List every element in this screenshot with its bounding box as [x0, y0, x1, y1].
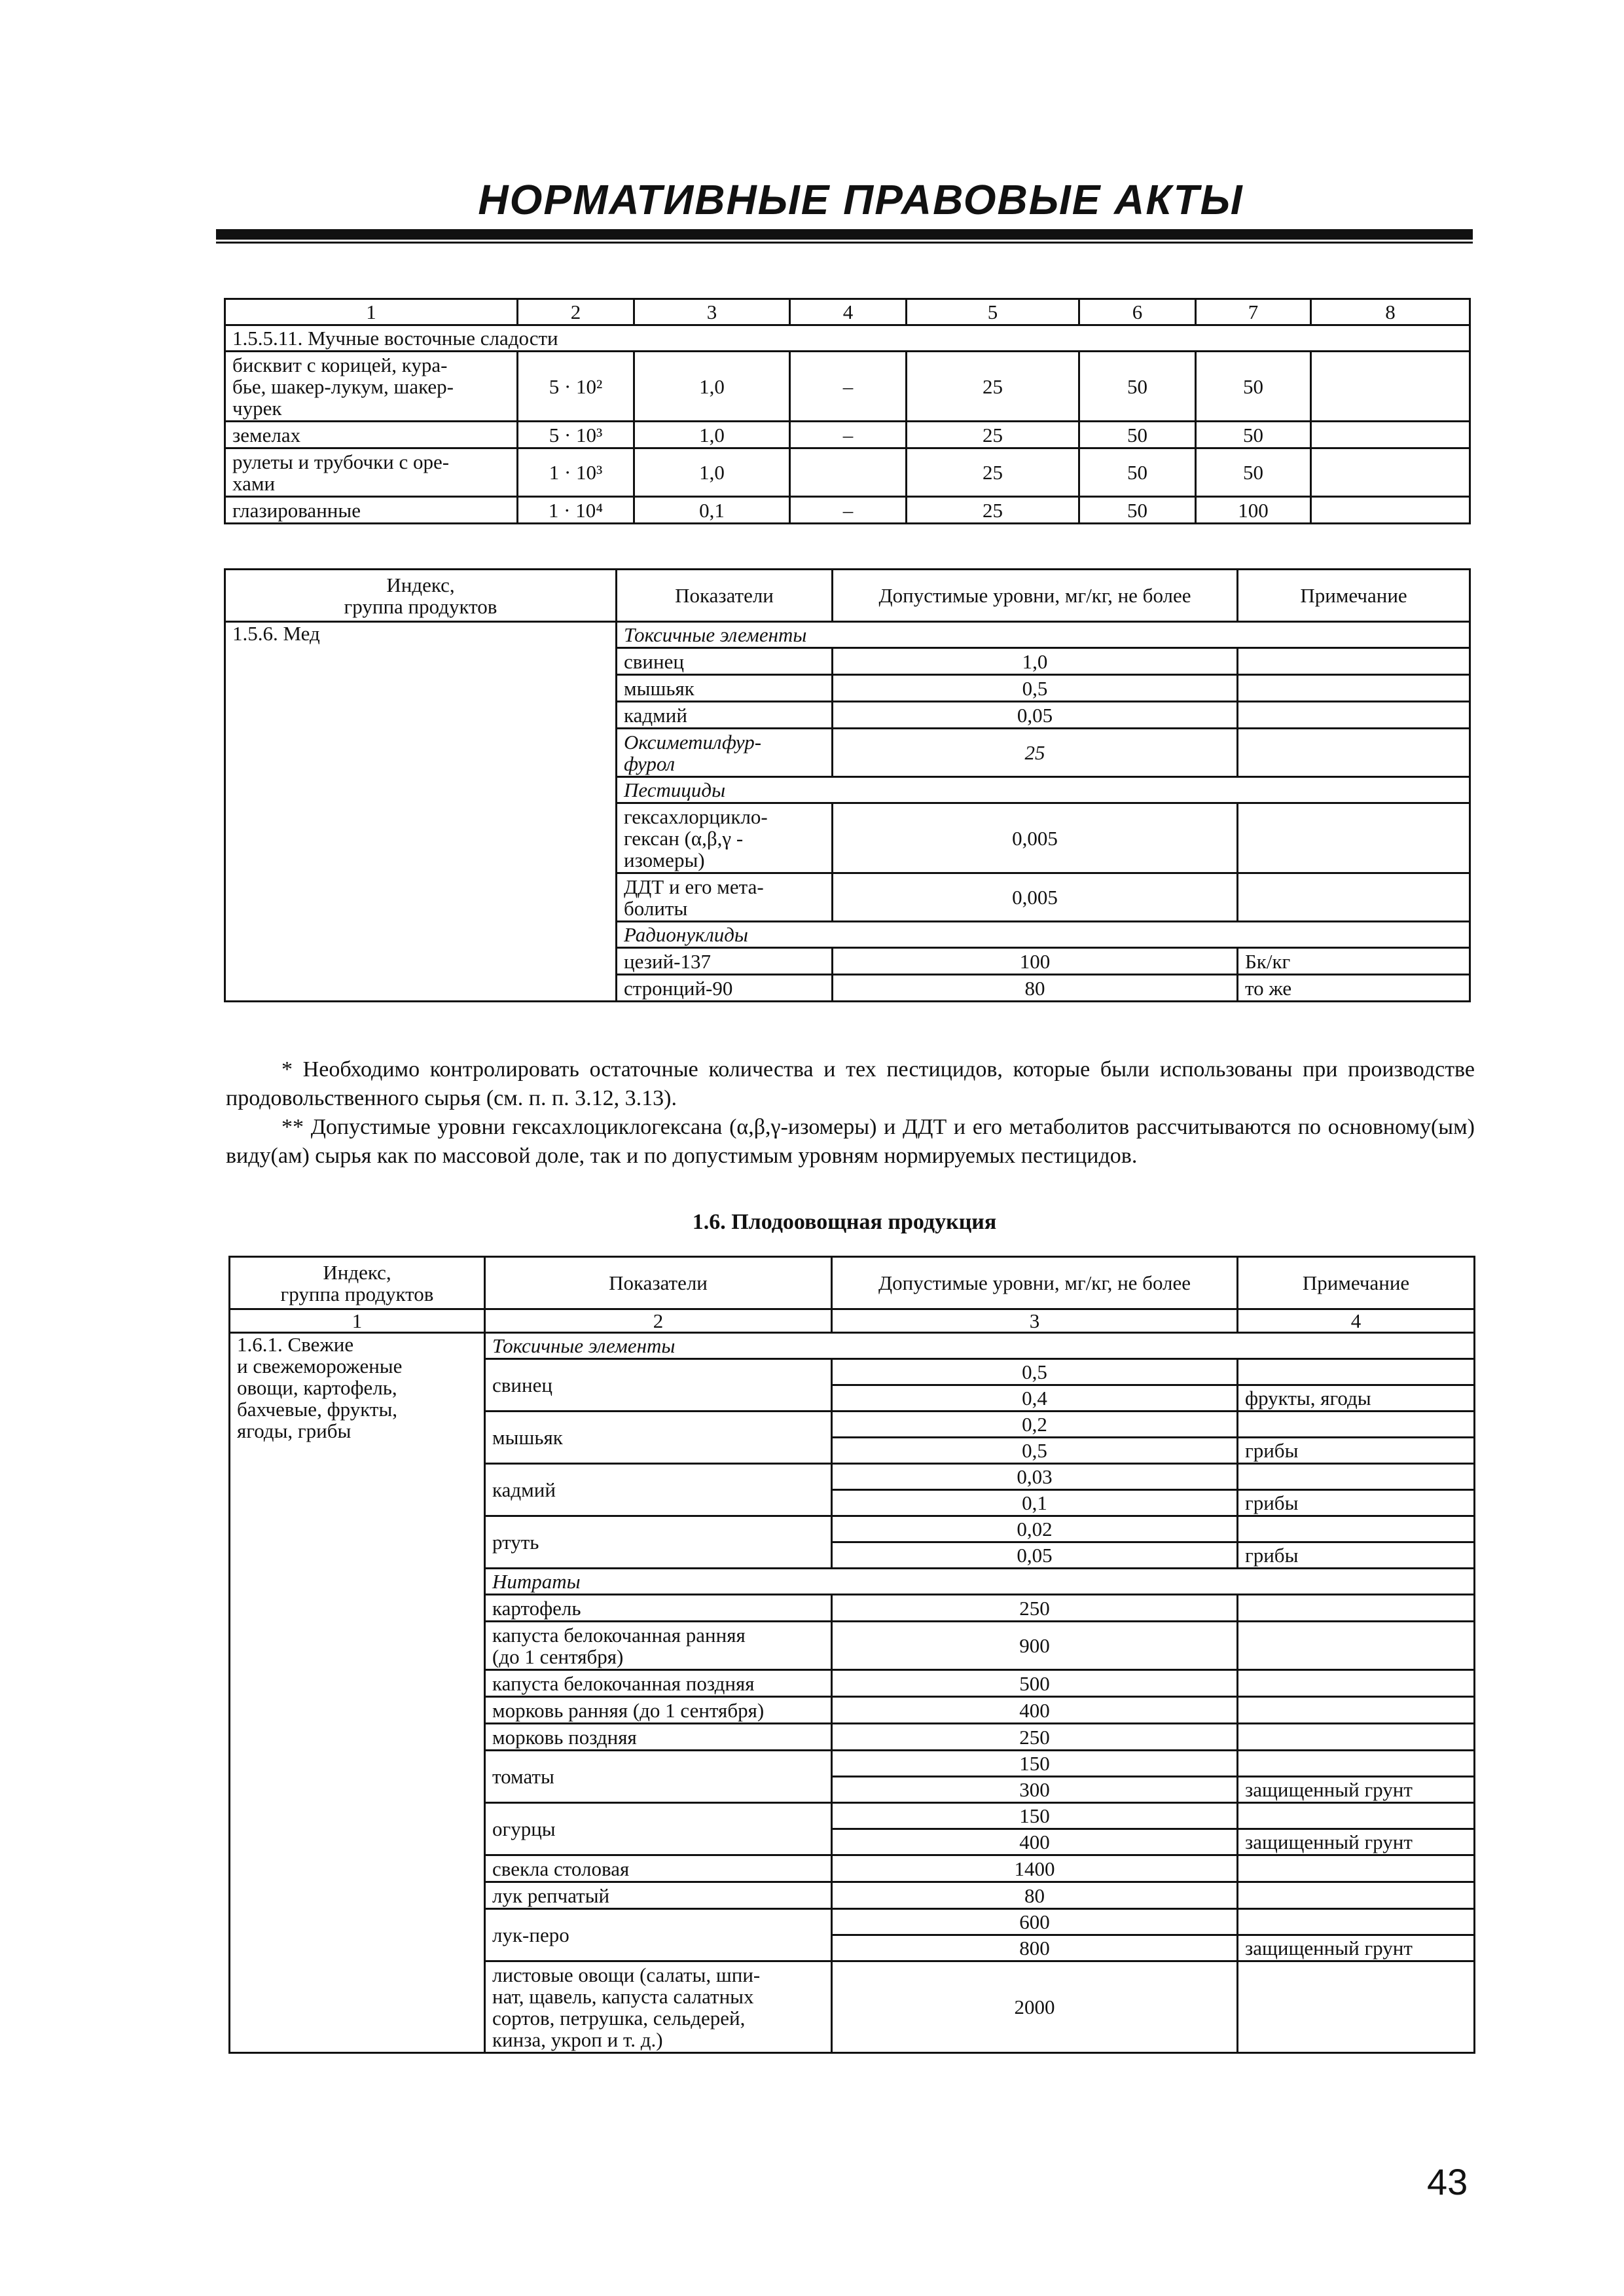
footnote-hch-ddt: ** Допустимые уровни гексахлоциклогексана (α,β,γ-изомеры) и ДДТ и его метаболитов рассчитываются по основному(ым) виду(ам) сырья как по массовой доле, так и по допустимым уровням нормируемых пестицидов.: [226, 1115, 1475, 1168]
column-number: 4: [790, 299, 907, 325]
value-cell: 25: [907, 422, 1079, 448]
limit-value: 1400: [832, 1855, 1238, 1882]
value-cell: –: [790, 352, 907, 422]
limit-value: 250: [832, 1595, 1238, 1622]
indicator-name: свинец: [485, 1359, 832, 1412]
value-cell: 1 · 10⁴: [518, 497, 634, 524]
value-cell: 50: [1079, 422, 1196, 448]
note-cell: Бк/кг: [1238, 948, 1470, 975]
column-number: 4: [1238, 1309, 1475, 1333]
column-number: 8: [1311, 299, 1470, 325]
limit-value: 80: [833, 975, 1238, 1002]
column-number: 5: [907, 299, 1079, 325]
limit-value: 0,05: [833, 702, 1238, 729]
value-cell: [1311, 497, 1470, 524]
column-number: 6: [1079, 299, 1196, 325]
limit-value: 600: [832, 1909, 1238, 1935]
group-title: Нитраты: [485, 1569, 1475, 1595]
product-name: рулеты и трубочки с оре- хами: [225, 448, 518, 497]
group-title: Радионуклиды: [617, 922, 1470, 948]
note-cell: [1238, 873, 1470, 922]
note-cell: [1238, 702, 1470, 729]
indicator-name: свинец: [617, 648, 833, 675]
note-cell: [1238, 1595, 1475, 1622]
indicator-name: лук-перо: [485, 1909, 832, 1961]
header-rule-thin: [216, 242, 1473, 244]
column-number: 3: [634, 299, 790, 325]
column-header: Примечание: [1238, 570, 1470, 622]
table-row: [225, 497, 1470, 524]
table-header-row: [225, 299, 1470, 325]
value-cell: [1311, 422, 1470, 448]
value-cell: 1,0: [634, 352, 790, 422]
group-title: Токсичные элементы: [485, 1333, 1475, 1359]
value-cell: [1311, 352, 1470, 422]
limit-value: 800: [832, 1935, 1238, 1961]
note-cell: защищенный грунт: [1238, 1935, 1475, 1961]
table-section-row: [225, 325, 1470, 352]
note-cell: [1238, 1359, 1475, 1385]
table-header-row: [225, 570, 1470, 622]
limit-value: 500: [832, 1670, 1238, 1697]
note-cell: [1238, 648, 1470, 675]
column-number-row: [230, 1309, 1475, 1333]
indicator-name: огурцы: [485, 1803, 832, 1855]
note-cell: защищенный грунт: [1238, 1777, 1475, 1803]
value-cell: 25: [907, 497, 1079, 524]
indicator-name: капуста белокочанная ранняя (до 1 сентября): [485, 1622, 832, 1670]
table-row: [225, 422, 1470, 448]
indicator-name: томаты: [485, 1751, 832, 1803]
page-number: 43: [1427, 2161, 1468, 2202]
header-rule: [216, 229, 1473, 240]
indicator-name: мышьяк: [485, 1412, 832, 1464]
column-number: 3: [832, 1309, 1238, 1333]
table-flour-sweets: [224, 298, 1471, 524]
column-number: 2: [485, 1309, 832, 1333]
value-cell: 25: [907, 448, 1079, 497]
column-number: 2: [518, 299, 634, 325]
limit-value: 0,5: [832, 1359, 1238, 1385]
indicator-name: стронций-90: [617, 975, 833, 1002]
note-cell: [1238, 803, 1470, 873]
note-cell: [1238, 729, 1470, 777]
indicator-name: кадмий: [485, 1464, 832, 1516]
value-cell: 100: [1196, 497, 1311, 524]
indicator-name: гексахлорцикло- гексан (α,β,γ - изомеры): [617, 803, 833, 873]
note-cell: грибы: [1238, 1438, 1475, 1464]
value-cell: 50: [1079, 448, 1196, 497]
limit-value: 0,4: [832, 1385, 1238, 1412]
product-name: бисквит с корицей, кура- бье, шакер-лукум, шакер- чурек: [225, 352, 518, 422]
indicator-name: мышьяк: [617, 675, 833, 702]
note-cell: то же: [1238, 975, 1470, 1002]
column-number: 1: [230, 1309, 485, 1333]
note-cell: грибы: [1238, 1542, 1475, 1569]
value-cell: 50: [1196, 352, 1311, 422]
limit-value: 0,005: [833, 873, 1238, 922]
limit-value: 0,05: [832, 1542, 1238, 1569]
note-cell: фрукты, ягоды: [1238, 1385, 1475, 1412]
limit-value: 150: [832, 1751, 1238, 1777]
value-cell: 50: [1079, 352, 1196, 422]
value-cell: [790, 448, 907, 497]
indicator-name: листовые овощи (салаты, шпи- нат, щавель, капуста салатных сортов, петрушка, сельдерей, кинза, укроп и т. д.): [485, 1961, 832, 2053]
indicator-name: цезий-137: [617, 948, 833, 975]
limit-value: 80: [832, 1882, 1238, 1909]
table-row: [225, 352, 1470, 422]
column-header: Допустимые уровни, мг/кг, не более: [833, 570, 1238, 622]
value-cell: 1,0: [634, 422, 790, 448]
value-cell: –: [790, 497, 907, 524]
column-number: 7: [1196, 299, 1311, 325]
limit-value: 400: [832, 1829, 1238, 1855]
limit-value: 300: [832, 1777, 1238, 1803]
indicator-name: морковь поздняя: [485, 1724, 832, 1751]
table-fruit-vegetables: [228, 1256, 1475, 2054]
page-header-title: НОРМАТИВНЫЕ ПРАВОВЫЕ АКТЫ: [478, 176, 1244, 223]
limit-value: 0,2: [832, 1412, 1238, 1438]
product-name: земелах: [225, 422, 518, 448]
indicator-name: ртуть: [485, 1516, 832, 1569]
column-header: Показатели: [617, 570, 833, 622]
column-header: Примечание: [1238, 1257, 1475, 1309]
section-label: 1.5.5.11. Мучные восточные сладости: [225, 325, 1470, 352]
note-cell: [1238, 1412, 1475, 1438]
note-cell: [1238, 1516, 1475, 1542]
column-header: Показатели: [485, 1257, 832, 1309]
value-cell: 1,0: [634, 448, 790, 497]
value-cell: 50: [1196, 448, 1311, 497]
footnote-pesticides: * Необходимо контролировать остаточные количества и тех пестицидов, которые были использованы при производстве продовольственного сырья (см. п. п. 3.12, 3.13).: [226, 1057, 1475, 1110]
limit-value: 0,02: [832, 1516, 1238, 1542]
value-cell: [1311, 448, 1470, 497]
table-row: [225, 448, 1470, 497]
value-cell: 50: [1079, 497, 1196, 524]
note-cell: [1238, 1803, 1475, 1829]
section-title: 1.6. Плодоовощная продукция: [692, 1210, 997, 1234]
note-cell: [1238, 1882, 1475, 1909]
indicator-name: свекла столовая: [485, 1855, 832, 1882]
indicator-name: кадмий: [617, 702, 833, 729]
table-header-row: [230, 1257, 1475, 1309]
note-cell: [1238, 1670, 1475, 1697]
indicator-name: картофель: [485, 1595, 832, 1622]
limit-value: 400: [832, 1697, 1238, 1724]
group-title: Пестициды: [617, 777, 1470, 803]
group-row: [225, 622, 1470, 648]
value-cell: 0,1: [634, 497, 790, 524]
column-header: Индекс, группа продуктов: [230, 1257, 485, 1309]
value-cell: 5 · 10²: [518, 352, 634, 422]
indicator-name: морковь ранняя (до 1 сентября): [485, 1697, 832, 1724]
group-title: Токсичные элементы: [617, 622, 1470, 648]
limit-value: 900: [832, 1622, 1238, 1670]
product-index: 1.5.6. Мед: [225, 622, 617, 1002]
column-number: 1: [225, 299, 518, 325]
product-index: 1.6.1. Свежие и свежемороженые овощи, картофель, бахчевые, фрукты, ягоды, грибы: [230, 1333, 485, 2053]
value-cell: 5 · 10³: [518, 422, 634, 448]
limit-value: 0,5: [832, 1438, 1238, 1464]
note-cell: [1238, 1724, 1475, 1751]
product-name: глазированные: [225, 497, 518, 524]
indicator-name: лук репчатый: [485, 1882, 832, 1909]
limit-value: 150: [832, 1803, 1238, 1829]
value-cell: 25: [907, 352, 1079, 422]
indicator-name: капуста белокочанная поздняя: [485, 1670, 832, 1697]
value-cell: –: [790, 422, 907, 448]
note-cell: [1238, 1464, 1475, 1490]
column-header: Индекс, группа продуктов: [225, 570, 617, 622]
note-cell: грибы: [1238, 1490, 1475, 1516]
group-row: [230, 1333, 1475, 1359]
note-cell: защищенный грунт: [1238, 1829, 1475, 1855]
value-cell: 1 · 10³: [518, 448, 634, 497]
limit-value: 25: [833, 729, 1238, 777]
limit-value: 2000: [832, 1961, 1238, 2053]
limit-value: 0,005: [833, 803, 1238, 873]
note-cell: [1238, 1961, 1475, 2053]
column-header: Допустимые уровни, мг/кг, не более: [832, 1257, 1238, 1309]
value-cell: 50: [1196, 422, 1311, 448]
table-honey: [224, 568, 1471, 1002]
note-cell: [1238, 1622, 1475, 1670]
limit-value: 100: [833, 948, 1238, 975]
note-cell: [1238, 1751, 1475, 1777]
limit-value: 0,5: [833, 675, 1238, 702]
note-cell: [1238, 1909, 1475, 1935]
limit-value: 1,0: [833, 648, 1238, 675]
limit-value: 250: [832, 1724, 1238, 1751]
indicator-name: ДДТ и его мета- болиты: [617, 873, 833, 922]
note-cell: [1238, 1697, 1475, 1724]
note-cell: [1238, 675, 1470, 702]
limit-value: 0,1: [832, 1490, 1238, 1516]
note-cell: [1238, 1855, 1475, 1882]
limit-value: 0,03: [832, 1464, 1238, 1490]
indicator-name: Оксиметилфур- фурол: [617, 729, 833, 777]
